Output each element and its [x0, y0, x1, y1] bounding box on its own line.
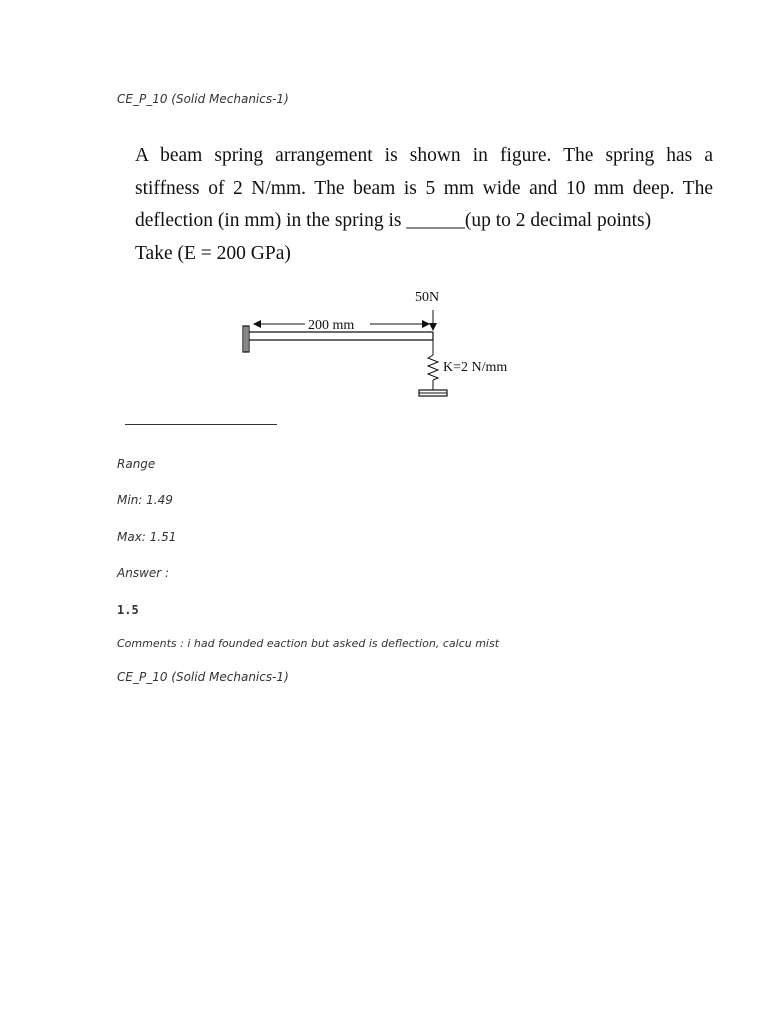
- comments-text: Comments : i had founded eaction but asked is deflection, calcu mist: [117, 637, 500, 650]
- dimension-line: [254, 318, 429, 333]
- document-footer-title: CE_P_10 (Solid Mechanics-1): [117, 670, 289, 684]
- answer-value: 1.5: [117, 603, 139, 617]
- question-line-4: Take (E = 200 GPa): [135, 242, 291, 264]
- beam: [249, 332, 433, 340]
- document-header-title: CE_P_10 (Solid Mechanics-1): [117, 92, 289, 106]
- question-line-2: stiffness of 2 N/mm. The beam is 5 mm wide and 10 mm deep. The: [135, 177, 713, 199]
- fixed-support: [243, 326, 249, 352]
- range-heading: Range: [117, 457, 156, 471]
- spring: [428, 340, 507, 390]
- length-label: 200 mm: [308, 318, 355, 333]
- range-max: Max: 1.51: [117, 530, 177, 544]
- question-text: [135, 140, 713, 270]
- question-line-3: deflection (in mm) in the spring is ______(up to 2 decimal points): [135, 210, 652, 231]
- range-min: Min: 1.49: [117, 493, 173, 507]
- question-line-1: A beam spring arrangement is shown in figure. The spring has a: [135, 145, 713, 166]
- separator-line: [125, 424, 277, 425]
- ground-support: [419, 390, 447, 396]
- load-label: 50N: [415, 290, 440, 305]
- spring-label: K=2 N/mm: [443, 360, 508, 375]
- beam-spring-figure: [230, 280, 550, 410]
- answer-heading: Answer :: [117, 566, 170, 580]
